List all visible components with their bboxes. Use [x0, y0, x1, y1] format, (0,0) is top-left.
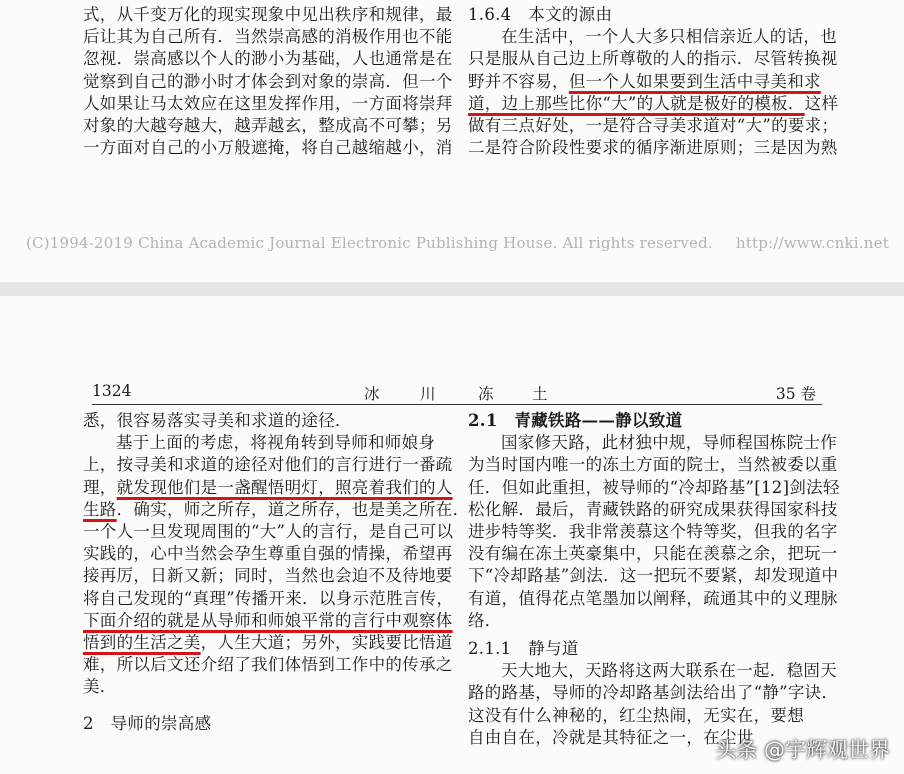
- text-segment: ，人生大道；另外，实践要比悟道: [200, 633, 453, 653]
- text-line: [83, 477, 469, 499]
- text-line: 下“冷却路基”剑法．这一把玩不要紧，却发现道中: [468, 566, 839, 586]
- text-line: 人如果让马太效应在这里发挥作用，一方面将崇拜: [83, 93, 453, 113]
- page-separator: [0, 282, 904, 296]
- text-line: 将自己发现的“真理”传播开来．以身示范胜言传，: [83, 588, 454, 608]
- watermark-label: 头条 @宇辉观世界: [715, 738, 890, 762]
- journal-char: 川: [420, 385, 436, 403]
- text-line: [468, 93, 838, 115]
- text-line: 没有编在冻土英豪集中，只能在羡慕之余，把玩一: [468, 544, 838, 564]
- text-segment: 理，: [83, 477, 117, 497]
- text-line: 对象的大越夸越大，越弄越玄，整成高不可攀；另: [83, 116, 453, 136]
- red-underline-highlight: 但一个人如果要到生活中寻美和求: [568, 71, 821, 91]
- copyright-footer: [26, 234, 904, 252]
- page-number: 1324: [92, 382, 132, 400]
- section-heading: 1.6.4 本文的源由: [468, 5, 613, 24]
- text-line: 基于上面的考虑，将视角转到导师和师娘身: [116, 433, 436, 453]
- text-segment: ．确实，师之所存，道之所存，也是美之所在．: [116, 499, 470, 519]
- copyright-text: (C)1994-2019 China Academic Journal Electronic Publishing House. All rights reserved.: [26, 234, 713, 252]
- text-segment: 这样: [804, 93, 839, 113]
- text-line: 觉察到自己的渺小时才体会到对象的崇高．但一个: [83, 71, 453, 91]
- text-line: 这没有什么神秘的，红尘热闹，无实在，要想: [468, 705, 804, 725]
- text-line: 松化解．最后，青藏铁路的研究成果获得国家科技: [468, 499, 838, 519]
- section-heading: 2 导师的崇高感: [83, 713, 212, 733]
- running-header: [92, 382, 822, 405]
- text-line: 悉，很容易落实寻美和求道的途径．: [83, 411, 352, 430]
- text-line: 在生活中，一个人大多只相信亲近人的话，也: [501, 27, 837, 47]
- text-line: 自由自在，冷就是其特征之一，在尘世: [468, 727, 754, 747]
- text-line: 有道，值得花点笔墨加以阐释，疏通其中的义理脉: [468, 588, 838, 608]
- journal-char: 冻: [478, 385, 494, 403]
- red-underline-highlight: 悟到的生活之美: [83, 633, 201, 653]
- text-line: [468, 71, 838, 93]
- text-line: 进步特等奖．我非常羡慕这个特等奖，但我的名字: [468, 522, 838, 542]
- text-line: 天大地大，天路将这两大联系在一起．稳固天: [501, 661, 837, 681]
- text-line: 上，按寻美和求道的途径对他们的言行进行一番疏: [83, 455, 453, 475]
- volume-label: 35 卷: [775, 385, 816, 403]
- text-line: 络．: [468, 610, 502, 630]
- text-line: 任．但如此重担，被导师的“冷却路基”[12]剑法轻: [468, 477, 840, 497]
- red-underline-highlight: 就发现他们是一盏醒悟明灯，照亮着我们的人: [116, 477, 453, 497]
- text-line: 路的路基，导师的冷却路基剑法给出了“静”字诀．: [468, 683, 839, 703]
- text-line: 后让其为自己所有．当然崇高感的消极作用也不能: [83, 27, 453, 47]
- text-line: 忽视．崇高感以个人的渺小为基础，人也通常是在: [83, 49, 453, 69]
- text-line: [83, 499, 469, 521]
- text-line: 做有三点好处，一是符合寻美求道对“大”的要求；: [468, 116, 839, 136]
- text-line: 国家修天路，此材独中规，导师程国栋院士作: [501, 433, 837, 453]
- section-heading: 2.1 青藏铁路——静以致道: [468, 411, 683, 430]
- journal-char: 冰: [364, 385, 380, 403]
- text-line: 二是符合阶段性要求的循序渐进原则；三是因为熟: [468, 138, 838, 158]
- bottom-document-page: [0, 296, 904, 774]
- text-line: 实践的，心中当然会孕生尊重自强的情操，希望再: [83, 544, 453, 564]
- red-underline-highlight: 道，边上那些比你“大”的人就是极好的模板．: [468, 93, 805, 113]
- text-line: 一个人一旦发现周围的“大”人的言行，是自己可以: [83, 522, 454, 542]
- text-line: 美．: [83, 677, 117, 697]
- red-underline-highlight: 下面介绍的就是从导师和师娘平常的言行中观察体: [83, 610, 453, 630]
- top-left-column: [83, 4, 453, 159]
- text-segment: 野并不容易，: [468, 71, 569, 91]
- top-document-page: [0, 0, 904, 282]
- red-underline-highlight: 生路: [83, 499, 117, 519]
- text-line: 为当时国内唯一的冻土方面的院士，当然被委以重: [468, 455, 838, 475]
- journal-char: 土: [532, 385, 548, 403]
- top-right-column: [468, 4, 838, 159]
- footer-url: http://www.cnki.net: [735, 234, 889, 252]
- bottom-right-column: [468, 410, 840, 749]
- text-line: [83, 632, 469, 654]
- text-line: 接再厉，日新又新；同时，当然也会迫不及待地要: [83, 566, 453, 586]
- subsection-heading: 2.1.1 静与道: [468, 639, 579, 659]
- text-line: 只是服从自己边上所尊敬的人的指示．尽管转换视: [468, 49, 838, 69]
- text-line: 一方面对自己的小万般遮掩，将自己越缩越小，消: [83, 138, 453, 158]
- text-line: 难，所以后文还介绍了我们体悟到工作中的传承之: [83, 655, 453, 675]
- text-line: 式，从千变万化的现实现象中见出秩序和规律，最: [83, 5, 453, 24]
- bottom-left-column: [83, 410, 469, 735]
